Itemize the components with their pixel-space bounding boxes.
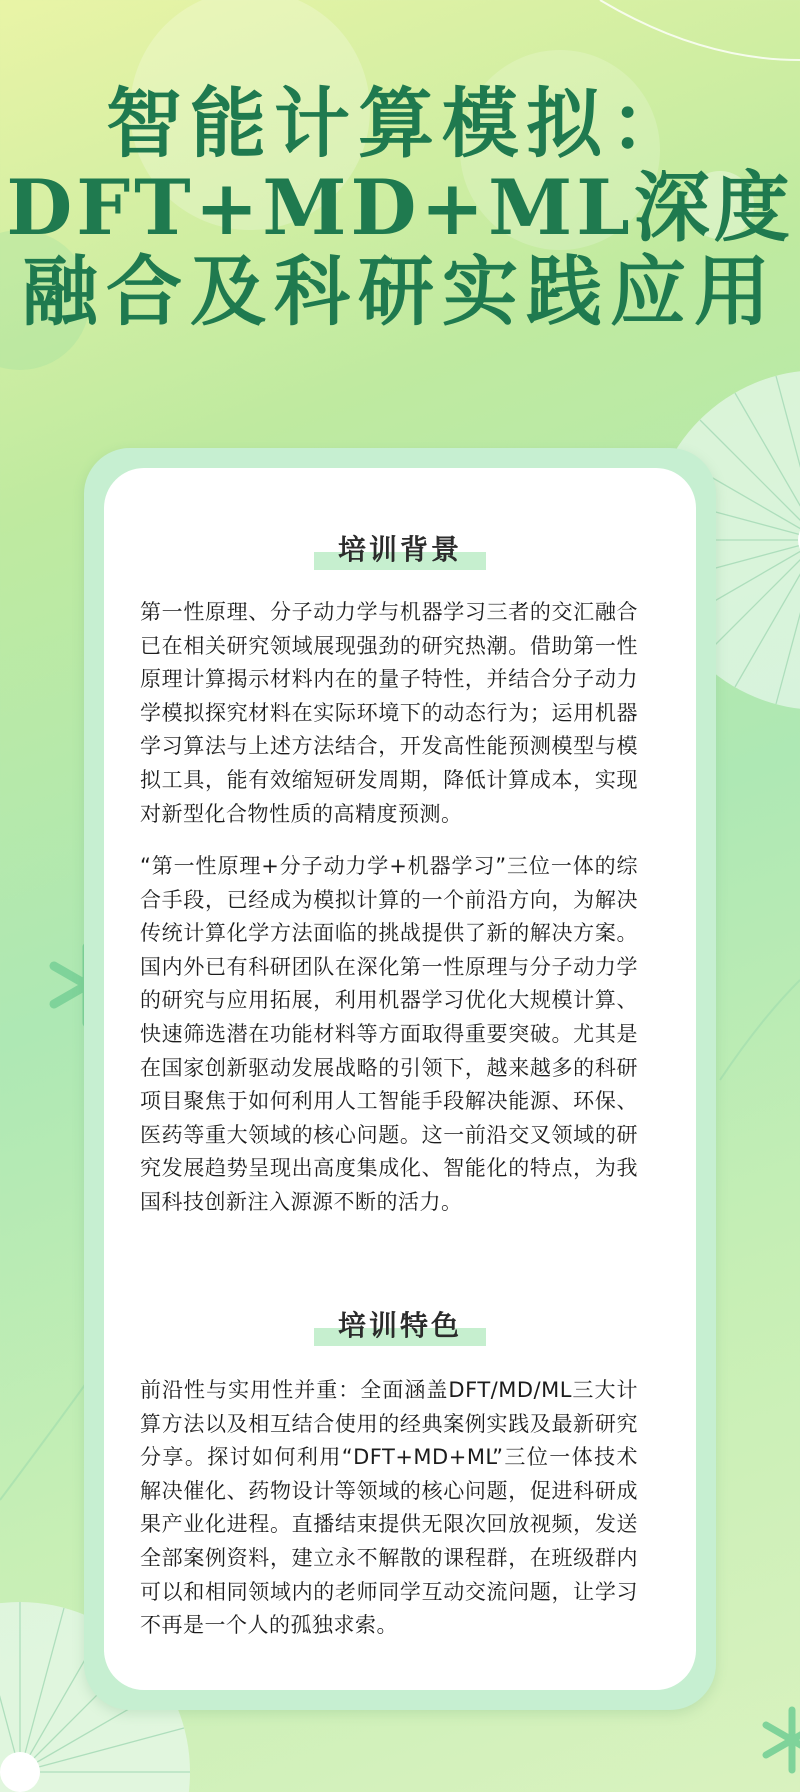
section-heading-background [104,530,696,570]
section-title: 培训背景 [337,533,462,566]
title-line-1: 智能计算模拟： [106,79,694,168]
section-paragraph: 前沿性与实用性并重：全面涵盖DFT/MD/ML三大计算方法以及相互结合使用的经典案例实践及最新研究分享。探讨如何利用“DFT+MD+ML”三位一体技术解决催化、药物设计等领域的核心问题，促进科研成果产业化进程。直播结束提供无限次回放视频，发送全部案例资料，建立永不解散的课程群，在班级群内可以和相同领域内的老师同学互动交流问题，让学习不再是一个人的孤独求索。 [140,1378,638,1638]
section-paragraph: 第一性原理、分子动力学与机器学习三者的交汇融合已在相关研究领域展现强劲的研究热潮。借助第一性原理计算揭示材料内在的量子特性，并结合分子动力学模拟探究材料在实际环境下的动态行为；运用机器学习算法与上述方法结合，开发高性能预测模型与模拟工具，能有效缩短研发周期，降低计算成本，实现对新型化合物性质的高精度预测。 [140,600,638,826]
title-line-3: 融合及科研实践应用 [22,247,778,336]
section-heading-features [104,1306,696,1346]
title-line-2: DFT+MD+ML深度 [6,163,794,252]
content-card-frame [84,448,716,1710]
page-title [0,79,800,336]
content-card [104,468,696,1690]
section-title: 培训特色 [337,1309,462,1342]
asterisk-icon [752,1700,800,1780]
section-paragraph: “第一性原理+分子动力学+机器学习”三位一体的综合手段，已经成为模拟计算的一个前沿方向，为解决传统计算化学方法面临的挑战提供了新的解决方案。国内外已有科研团队在深化第一性原理与分子动力学的研究与应用拓展，利用机器学习优化大规模计算、快速筛选潜在功能材料等方面取得重要突破。尤其是在国家创新驱动发展战略的引领下，越来越多的科研项目聚焦于如何利用人工智能手段解决能源、环保、医药等重大领域的核心问题。这一前沿交叉领域的研究发展趋势呈现出高度集成化、智能化的特点，为我国科技创新注入源源不断的活力。 [140,854,638,1214]
